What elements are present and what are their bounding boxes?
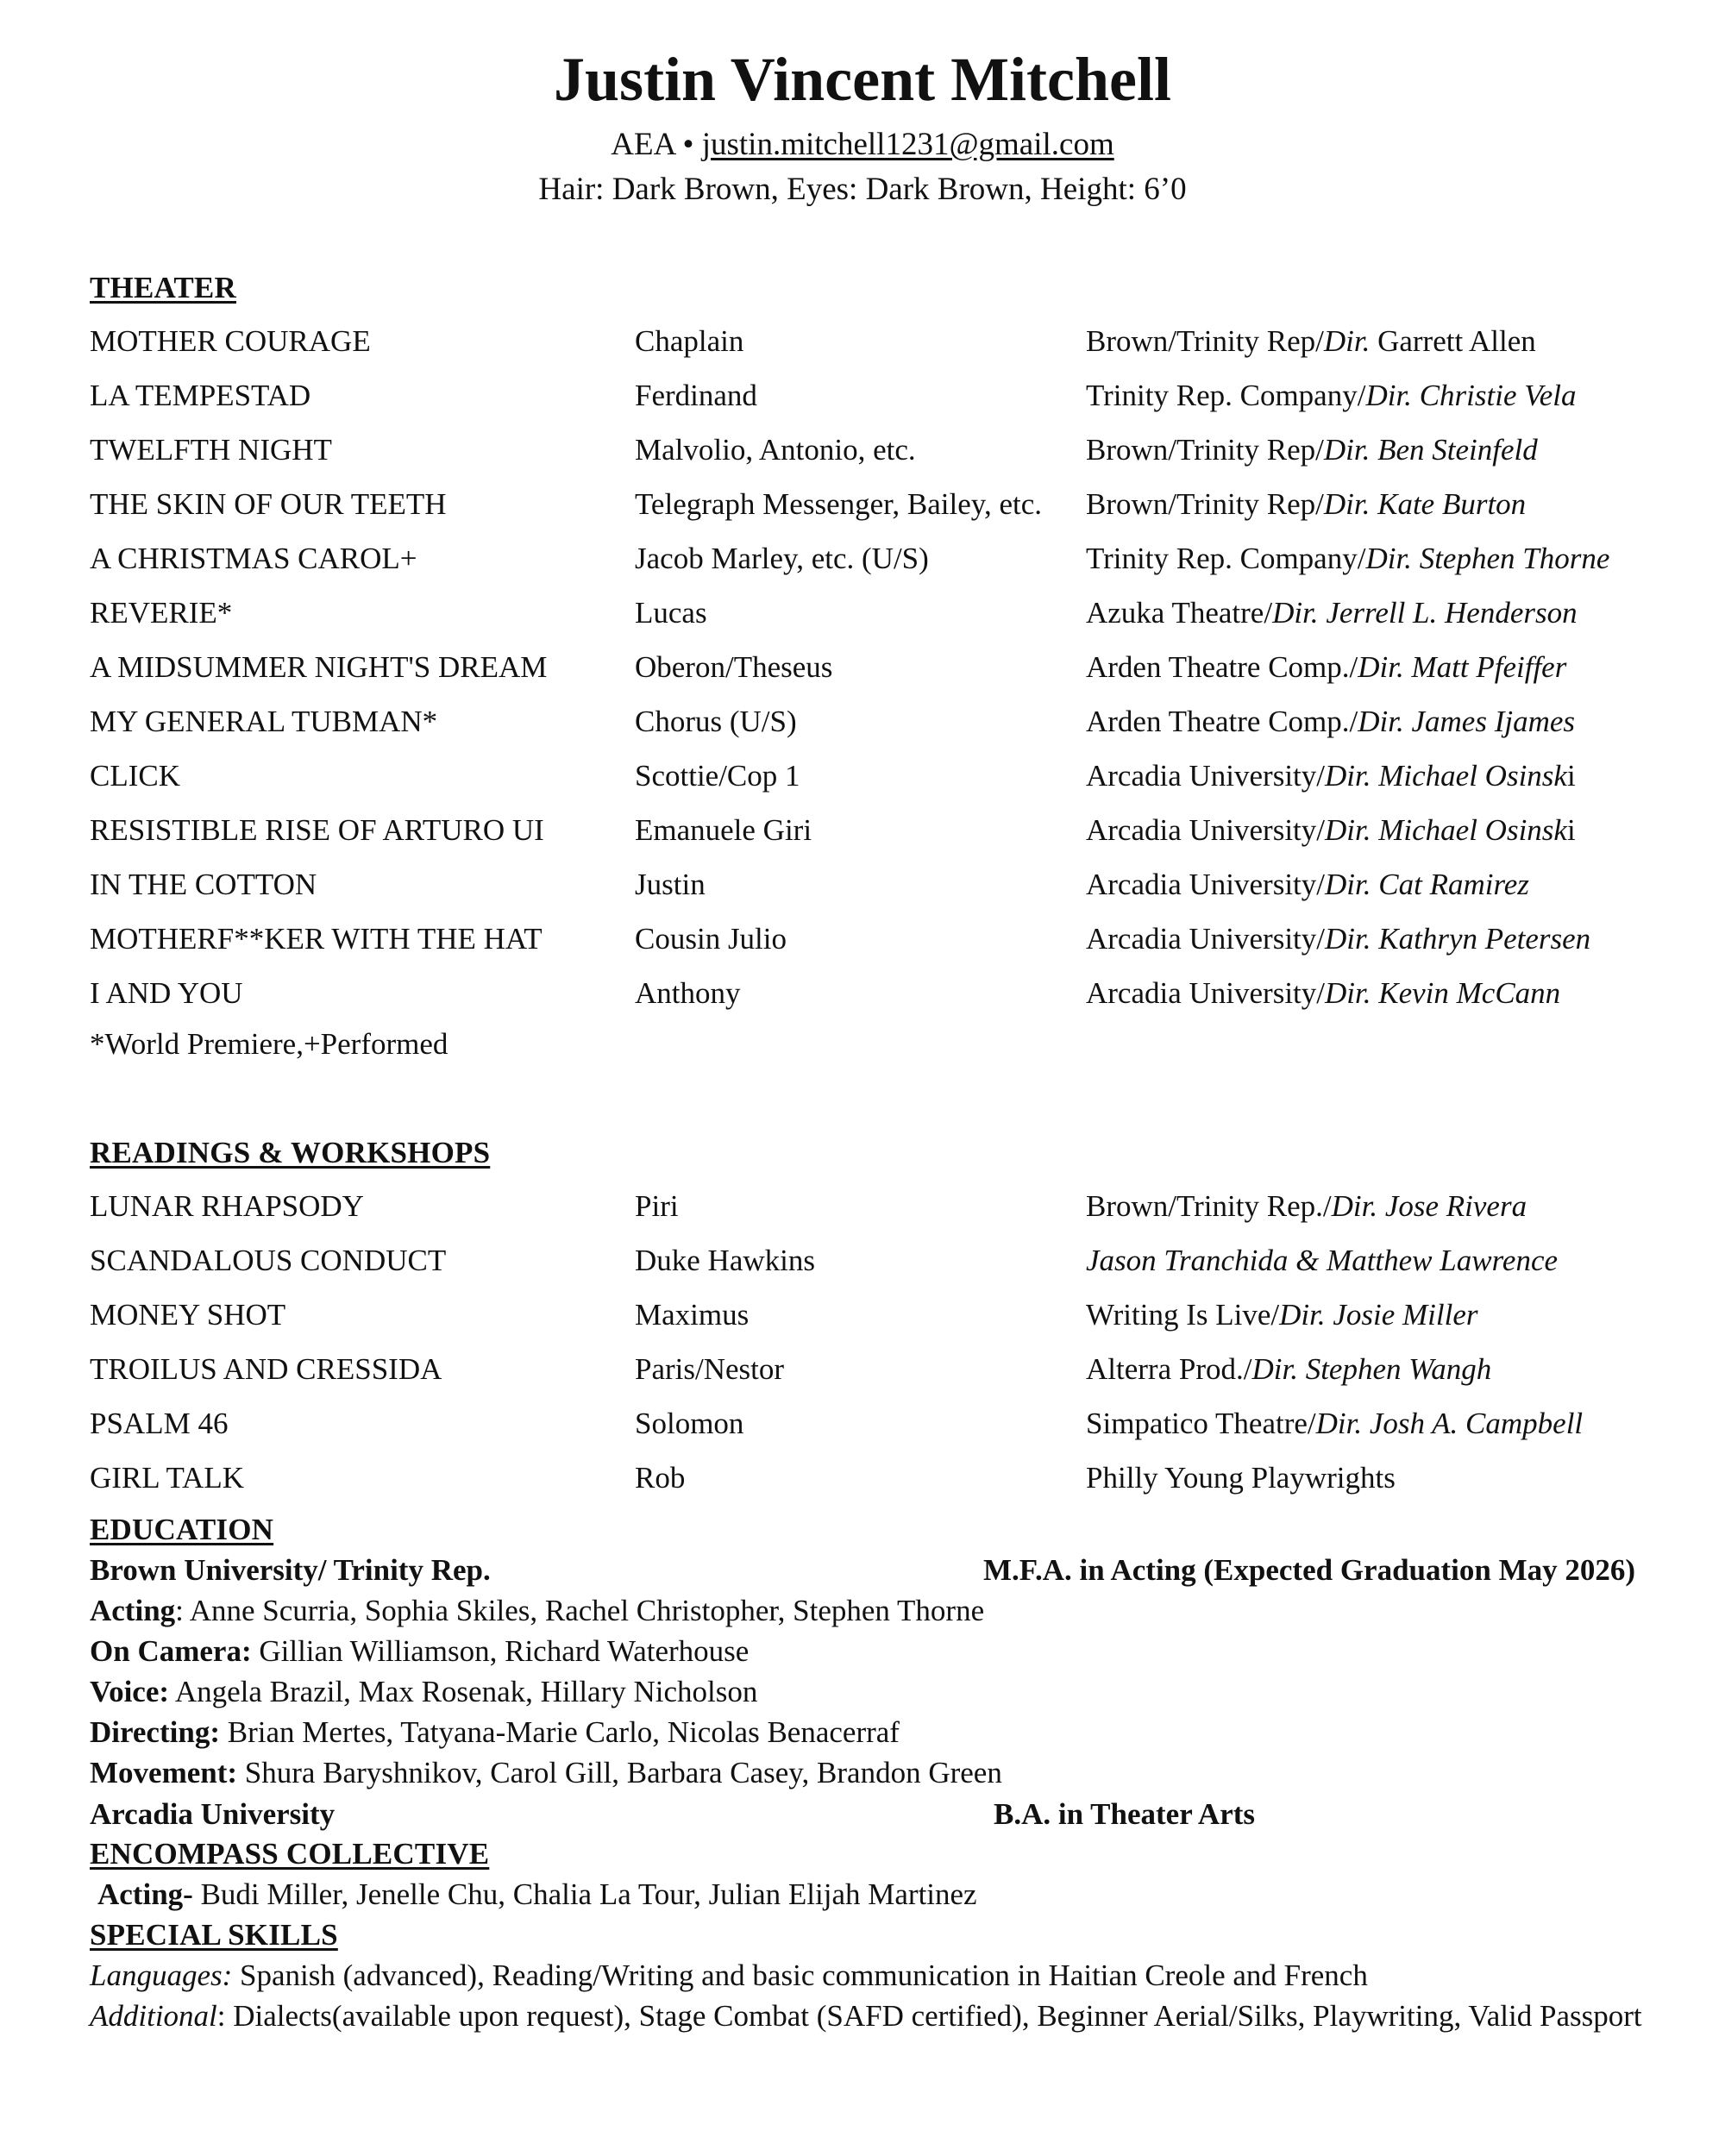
credit-company-name: Arden Theatre Comp./ bbox=[1086, 650, 1358, 684]
credit-company bbox=[1086, 868, 1529, 902]
credit-director: Jason Tranchida & Matthew Lawrence bbox=[1086, 1244, 1559, 1277]
credit-row bbox=[0, 487, 1725, 542]
credit-show-title: LUNAR RHAPSODY bbox=[90, 1189, 364, 1223]
edu-movement-label: Movement: bbox=[90, 1756, 238, 1789]
credit-row bbox=[0, 433, 1725, 487]
credit-role: Malvolio, Antonio, etc. bbox=[635, 433, 916, 467]
credit-dir-prefix: Dir. bbox=[1365, 542, 1412, 575]
credit-role: Rob bbox=[635, 1461, 686, 1495]
credit-role: Chaplain bbox=[635, 324, 744, 358]
credit-role: Telegraph Messenger, Bailey, etc. bbox=[635, 487, 1043, 521]
credit-dir-prefix: Dir. bbox=[1365, 379, 1412, 412]
edu-voice-label: Voice: bbox=[90, 1675, 170, 1708]
resume-name: Justin Vincent Mitchell bbox=[554, 45, 1171, 114]
credit-dir-prefix: Dir. bbox=[1325, 759, 1371, 793]
credit-dir-prefix: Dir. bbox=[1358, 650, 1404, 684]
credit-company bbox=[1086, 759, 1576, 793]
credit-show-title: GIRL TALK bbox=[90, 1461, 244, 1495]
theater-footnote: *World Premiere,+Performed bbox=[90, 1027, 448, 1061]
credit-row bbox=[0, 1352, 1725, 1407]
edu-acting-text: : Anne Scurria, Sophia Skiles, Rachel Christopher, Stephen Thorne bbox=[175, 1594, 985, 1627]
credit-company bbox=[1086, 379, 1577, 413]
edu-voice-line bbox=[90, 1675, 757, 1709]
credit-role: Maximus bbox=[635, 1298, 750, 1332]
theater-credits bbox=[0, 324, 1725, 1031]
skills-additional-text: : Dialects(available upon request), Stage Combat (SAFD certified), Beginner Aerial/Silks, Playwriting, Valid Passport bbox=[216, 1999, 1642, 2033]
credit-row bbox=[0, 596, 1725, 650]
readings-credits bbox=[0, 1189, 1725, 1515]
credit-company-name: Arcadia University/ bbox=[1086, 868, 1325, 901]
education-heading: EDUCATION bbox=[90, 1513, 274, 1546]
credit-row bbox=[0, 1461, 1725, 1515]
credit-row bbox=[0, 324, 1725, 379]
edu-directing-line bbox=[90, 1715, 900, 1750]
credit-dir-prefix: Dir. bbox=[1323, 487, 1371, 521]
credit-row bbox=[0, 650, 1725, 705]
credit-director: Cat Ramirez bbox=[1371, 868, 1529, 901]
credit-dir-prefix: Dir. bbox=[1331, 1189, 1378, 1223]
credit-row bbox=[0, 976, 1725, 1031]
credit-role: Scottie/Cop 1 bbox=[635, 759, 800, 793]
credit-row bbox=[0, 379, 1725, 433]
credit-company bbox=[1086, 922, 1590, 956]
credit-company bbox=[1086, 324, 1536, 359]
readings-heading: READINGS & WORKSHOPS bbox=[90, 1136, 491, 1169]
credit-row bbox=[0, 759, 1725, 813]
credit-row bbox=[0, 1298, 1725, 1352]
credit-company bbox=[1086, 1407, 1583, 1441]
credit-show-title: MY GENERAL TUBMAN* bbox=[90, 705, 438, 738]
credit-role: Ferdinand bbox=[635, 379, 757, 412]
credit-dir-prefix: Dir. bbox=[1272, 596, 1319, 630]
credit-director: Josh A. Campbell bbox=[1362, 1407, 1584, 1440]
credit-director: Josie Miller bbox=[1325, 1298, 1478, 1332]
union-label: AEA bbox=[611, 127, 675, 162]
encompass-heading: ENCOMPASS COLLECTIVE bbox=[90, 1837, 490, 1871]
credit-director: Kevin McCann bbox=[1371, 976, 1561, 1010]
credit-company bbox=[1086, 705, 1575, 739]
credit-row bbox=[0, 1189, 1725, 1244]
theater-heading: THEATER bbox=[90, 271, 236, 304]
credit-row bbox=[0, 705, 1725, 759]
edu-camera-label: On Camera: bbox=[90, 1634, 252, 1668]
credit-company bbox=[1086, 1352, 1491, 1387]
credit-row bbox=[0, 868, 1725, 922]
skills-additional-line bbox=[90, 1999, 1642, 2034]
credit-dir-prefix: Dir. bbox=[1325, 868, 1371, 901]
skills-heading: SPECIAL SKILLS bbox=[90, 1918, 338, 1952]
credit-show-title: I AND YOU bbox=[90, 976, 243, 1010]
credit-dir-prefix: Dir. bbox=[1323, 433, 1371, 467]
credit-role: Piri bbox=[635, 1189, 679, 1223]
encompass-acting-line bbox=[97, 1877, 977, 1912]
credit-company-name: Writing Is Live/ bbox=[1086, 1298, 1280, 1332]
degree-ba: B.A. in Theater Arts bbox=[994, 1797, 1256, 1831]
credit-director-tail: i bbox=[1566, 759, 1576, 793]
credit-show-title: A CHRISTMAS CAROL+ bbox=[90, 542, 417, 575]
credit-dir-prefix: Dir. bbox=[1315, 1407, 1363, 1440]
credit-role: Solomon bbox=[635, 1407, 744, 1440]
credit-show-title: TROILUS AND CRESSIDA bbox=[90, 1352, 442, 1386]
edu-acting-label: Acting bbox=[90, 1594, 176, 1627]
credit-dir-prefix: Dir. bbox=[1325, 976, 1371, 1010]
credit-role: Oberon/Theseus bbox=[635, 650, 833, 684]
skills-languages-line bbox=[90, 1959, 1368, 1993]
credit-director: Christie Vela bbox=[1411, 379, 1577, 412]
credit-row bbox=[0, 542, 1725, 596]
credit-company-name: Trinity Rep. Company/ bbox=[1086, 542, 1366, 575]
credit-row bbox=[0, 813, 1725, 868]
credit-company-name: Brown/Trinity Rep/ bbox=[1086, 433, 1324, 467]
contact-line bbox=[0, 126, 1725, 164]
credit-company bbox=[1086, 542, 1609, 576]
credit-company-name: Arcadia University/ bbox=[1086, 922, 1325, 956]
credit-director: Ben Steinfeld bbox=[1370, 433, 1538, 467]
credit-director: Jose Rivera bbox=[1377, 1189, 1527, 1223]
credit-row bbox=[0, 1407, 1725, 1461]
physical-stats: Hair: Dark Brown, Eyes: Dark Brown, Height: 6’0 bbox=[538, 172, 1187, 207]
credit-role: Anthony bbox=[635, 976, 741, 1010]
credit-role: Chorus (U/S) bbox=[635, 705, 797, 738]
edu-movement-text: Shura Baryshnikov, Carol Gill, Barbara Casey, Brandon Green bbox=[237, 1756, 1002, 1789]
credit-company-name: Arcadia University/ bbox=[1086, 813, 1325, 847]
credit-show-title: MOTHER COURAGE bbox=[90, 324, 371, 358]
credit-company bbox=[1086, 487, 1526, 522]
school-arcadia: Arcadia University bbox=[90, 1797, 336, 1831]
credit-company-name: Simpatico Theatre/ bbox=[1086, 1407, 1316, 1440]
credit-director: James Ijames bbox=[1403, 705, 1576, 738]
edu-movement-line bbox=[90, 1756, 1002, 1790]
credit-role: Emanuele Giri bbox=[635, 813, 812, 847]
edu-camera-line bbox=[90, 1634, 749, 1669]
edu-directing-label: Directing: bbox=[90, 1715, 220, 1749]
credit-company bbox=[1086, 1461, 1396, 1495]
credit-show-title: TWELFTH NIGHT bbox=[90, 433, 332, 467]
school-brown: Brown University/ Trinity Rep. bbox=[90, 1553, 491, 1587]
encompass-acting-label: Acting- bbox=[97, 1877, 193, 1911]
credit-director: Jerrell L. Henderson bbox=[1318, 596, 1578, 630]
edu-acting-line bbox=[90, 1594, 984, 1628]
credit-dir-prefix: Dir. bbox=[1279, 1298, 1326, 1332]
credit-dir-prefix: Dir. bbox=[1325, 922, 1371, 956]
credit-company-name: Brown/Trinity Rep/ bbox=[1086, 487, 1324, 521]
edu-camera-text: Gillian Williamson, Richard Waterhouse bbox=[251, 1634, 750, 1668]
edu-directing-text: Brian Mertes, Tatyana-Marie Carlo, Nicolas Benacerraf bbox=[219, 1715, 900, 1749]
credit-company bbox=[1086, 1244, 1558, 1278]
credit-dir-prefix: Dir. bbox=[1251, 1352, 1298, 1386]
credit-show-title: IN THE COTTON bbox=[90, 868, 317, 901]
skills-languages-label: Languages: bbox=[90, 1959, 233, 1992]
credit-company bbox=[1086, 813, 1576, 848]
credit-director: Kathryn Petersen bbox=[1371, 922, 1591, 956]
credit-company-name: Philly Young Playwrights bbox=[1086, 1461, 1396, 1495]
credit-show-title: MONEY SHOT bbox=[90, 1298, 286, 1332]
credit-company bbox=[1086, 650, 1566, 685]
credit-show-title: LA TEMPESTAD bbox=[90, 379, 311, 412]
credit-role: Justin bbox=[635, 868, 706, 901]
credit-show-title: PSALM 46 bbox=[90, 1407, 229, 1440]
credit-company-name: Arcadia University/ bbox=[1086, 759, 1325, 793]
credit-company-name: Brown/Trinity Rep./ bbox=[1086, 1189, 1332, 1223]
credit-show-title: REVERIE* bbox=[90, 596, 233, 630]
credit-company-name: Alterra Prod./ bbox=[1086, 1352, 1252, 1386]
degree-mfa: M.F.A. in Acting (Expected Graduation May 2026) bbox=[983, 1553, 1636, 1587]
credit-director-tail: i bbox=[1566, 813, 1576, 847]
credit-show-title: MOTHERF**KER WITH THE HAT bbox=[90, 922, 543, 956]
skills-additional-label: Additional bbox=[90, 1999, 217, 2033]
credit-company bbox=[1086, 976, 1560, 1011]
credit-company-name: Brown/Trinity Rep/ bbox=[1086, 324, 1324, 358]
email-link[interactable]: justin.mitchell1231@gmail.com bbox=[701, 127, 1114, 162]
credit-dir-prefix: Dir. bbox=[1358, 705, 1404, 738]
edu-voice-text: Angela Brazil, Max Rosenak, Hillary Nicholson bbox=[169, 1675, 758, 1708]
credit-role: Jacob Marley, etc. (U/S) bbox=[635, 542, 929, 575]
credit-row bbox=[0, 1244, 1725, 1298]
credit-company bbox=[1086, 1298, 1478, 1332]
credit-director: Michael Osinsk bbox=[1371, 813, 1567, 847]
credit-role: Duke Hawkins bbox=[635, 1244, 815, 1277]
credit-company-name: Azuka Theatre/ bbox=[1086, 596, 1273, 630]
credit-dir-prefix: Dir. bbox=[1323, 324, 1371, 358]
credit-company-name: Trinity Rep. Company/ bbox=[1086, 379, 1366, 412]
credit-show-title: THE SKIN OF OUR TEETH bbox=[90, 487, 447, 521]
separator-bullet: • bbox=[682, 127, 694, 162]
credit-show-title: SCANDALOUS CONDUCT bbox=[90, 1244, 447, 1277]
encompass-acting-text: Budi Miller, Jenelle Chu, Chalia La Tour, Julian Elijah Martinez bbox=[192, 1877, 977, 1911]
credit-company bbox=[1086, 596, 1578, 630]
credit-role: Paris/Nestor bbox=[635, 1352, 785, 1386]
credit-company-name: Arden Theatre Comp./ bbox=[1086, 705, 1358, 738]
credit-director: Stephen Thorne bbox=[1411, 542, 1610, 575]
credit-show-title: A MIDSUMMER NIGHT'S DREAM bbox=[90, 650, 548, 684]
credit-director: Matt Pfeiffer bbox=[1403, 650, 1567, 684]
credit-dir-prefix: Dir. bbox=[1325, 813, 1371, 847]
credit-company-name: Arcadia University/ bbox=[1086, 976, 1325, 1010]
skills-languages-text: Spanish (advanced), Reading/Writing and basic communication in Haitian Creole and French bbox=[232, 1959, 1368, 1992]
credit-show-title: CLICK bbox=[90, 759, 180, 793]
credit-company bbox=[1086, 433, 1538, 467]
credit-director: Stephen Wangh bbox=[1297, 1352, 1492, 1386]
credit-show-title: RESISTIBLE RISE OF ARTURO UI bbox=[90, 813, 544, 847]
credit-company bbox=[1086, 1189, 1527, 1224]
credit-row bbox=[0, 922, 1725, 976]
credit-role: Lucas bbox=[635, 596, 707, 630]
credit-director: Michael Osinsk bbox=[1371, 759, 1567, 793]
credit-director: Garrett Allen bbox=[1370, 324, 1536, 358]
credit-role: Cousin Julio bbox=[635, 922, 787, 956]
credit-director: Kate Burton bbox=[1370, 487, 1527, 521]
